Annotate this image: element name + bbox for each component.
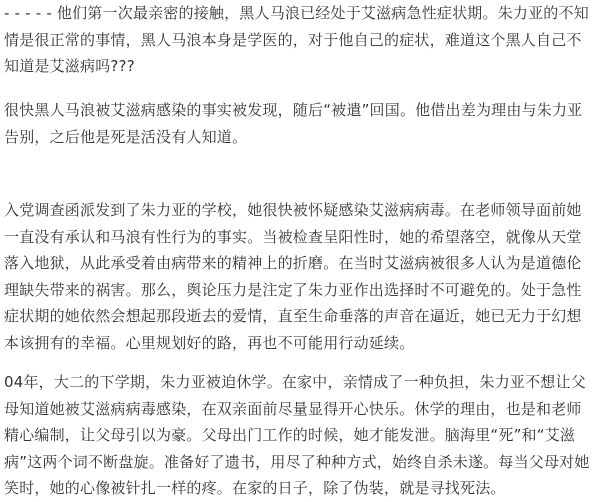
paragraph-4: 04年，大二的下学期，朱力亚被迫休学。在家中，亲情成了一种负担，朱力亚不想让父母知道她被艾滋病病毒感染，在双亲面前尽量显得开心快乐。休学的理由，也是和老师精心编制，让父母引以为豪。父母出门工作的时候，她才能发泄。脑海里“死”和“艾滋病”这两个词不断盘旋。准备好了遗书，用尽了种种方式，始终自杀未遂。每当父母对她笑时，她的心像被针扎一样的疼。在家的日子，除了伪装，就是寻找死法。 — [4, 373, 590, 497]
paragraph-2: 很快黑人马浪被艾滋病感染的事实被发现，随后“被遣”回国。他借出差为理由与朱力亚告别，之后他是死是活没有人知道。 — [4, 101, 583, 146]
paragraph-1: - - - - - 他们第一次最亲密的接触，黑人马浪已经处于艾滋病急性症状期。朱力亚的不知情是很正常的事情，黑人马浪本身是学医的，对于他自己的症状，难道这个黑人自己不知道是艾滋病吗??? — [4, 4, 589, 75]
paragraph-3: 入党调查函派发到了朱力亚的学校，她很快被怀疑感染艾滋病病毒。在老师领导面前她一直没有承认和马浪有性行为的事实。当被检查呈阳性时，她的希望落空，就像从天堂落入地狱，从此承受着由病带来的精神上的折磨。在当时艾滋病被很多人认为是道德伦理缺失带来的祸害。那么，舆论压力是注定了朱力亚作出选择时不可避免的。处于急性症状期的她依然会想起那段逝去的爱情，直至生命垂落的声音在逼近，她已无力于幻想本该拥有的幸福。心里规划好的路，再也不可能用行动延续。 — [4, 201, 582, 352]
